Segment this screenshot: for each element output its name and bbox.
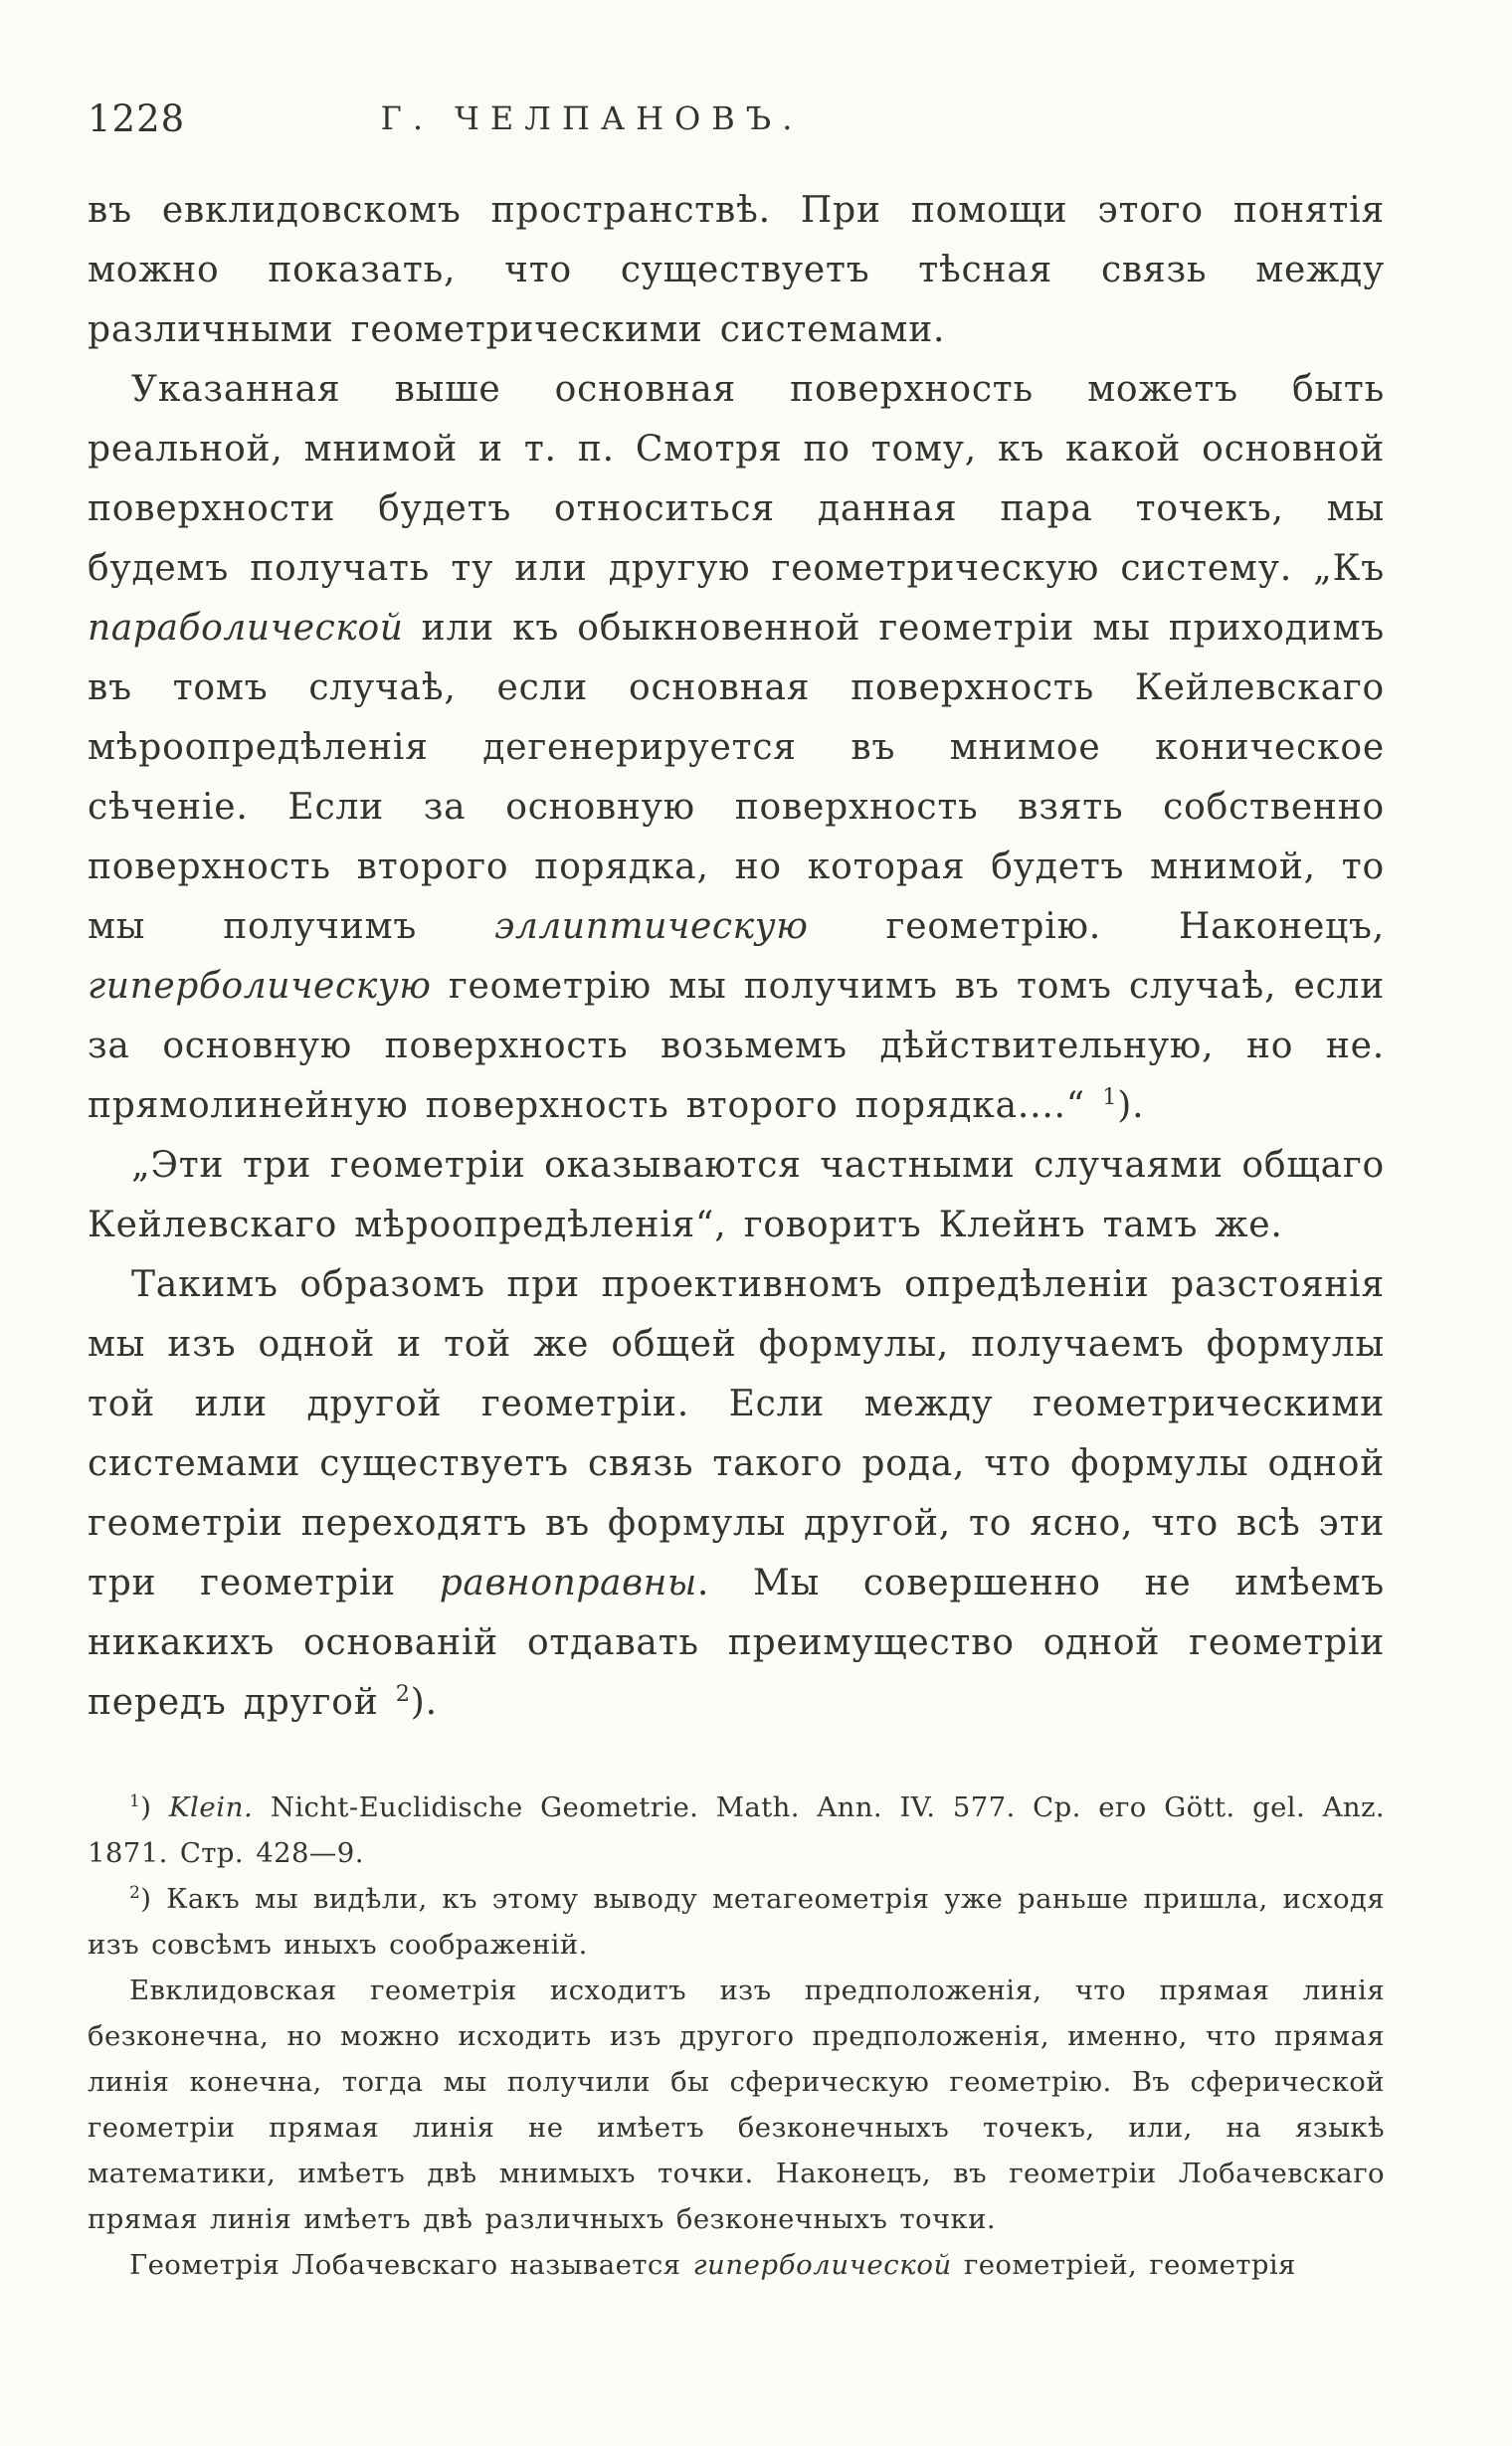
text-run: Геометрія Лобачевскаго называется	[129, 2249, 693, 2281]
footnote-paragraph	[88, 1876, 1385, 1968]
text-run: Евклидовская геометрія исходитъ изъ предположенія, что прямая линія безконечна, но можно исходить изъ другого предположенія, именно, что прямая линія конечна, тогда мы получили бы сферическую геометрію. Въ сферической геометріи прямая линія не имѣетъ безконечныхъ точекъ, или, на языкѣ математики, имѣетъ двѣ мнимыхъ точки. Наконецъ, въ геометріи Лобачевскаго прямая линія имѣетъ двѣ различныхъ безконечныхъ точки.	[88, 1975, 1385, 2235]
footnote-marker: 2	[129, 1882, 141, 1903]
footnote-marker: 1	[1102, 1084, 1118, 1110]
footnote-paragraph	[88, 1968, 1385, 2242]
emphasized-term: гиперболическую	[88, 966, 432, 1007]
emphasized-term: эллиптическую	[494, 906, 809, 947]
text-run: )	[140, 1791, 169, 1823]
footnotes	[88, 1785, 1385, 2288]
footnote-paragraph	[88, 1785, 1385, 1876]
text-run: ).	[410, 1682, 438, 1723]
text-run: ).	[1117, 1085, 1145, 1126]
text-run: Указанная выше основная поверхность можетъ быть реальной, мнимой и т. п. Смотря по тому, къ какой основной поверхности будетъ относиться данная пара точекъ, мы будемъ получать ту или другую геометрическую систему. „Къ	[88, 369, 1385, 589]
page-number: 1228	[88, 97, 186, 140]
footnote-paragraph	[88, 2242, 1385, 2288]
text-run: Такимъ образомъ при проективномъ опредѣленіи разстоянія мы изъ одной и той же общей формулы, получаемъ формулы той или другой геометріи. Если между геометрическими системами существуетъ связь такого рода, что формулы одной геометріи переходятъ въ формулы другой, то ясно, что всѣ эти три геометріи	[88, 1264, 1385, 1603]
emphasized-term: Klein.	[168, 1791, 254, 1823]
body-paragraph	[88, 181, 1385, 360]
running-head: Г. ЧЕЛПАНОВЪ.	[380, 99, 804, 137]
text-run: ) Какъ мы видѣли, къ этому выводу метагеометрія уже раньше пришла, исходя изъ совсѣмъ иныхъ соображеній.	[88, 1883, 1385, 1961]
body-paragraph	[88, 1255, 1385, 1733]
text-run: геометрію. Наконецъ,	[808, 906, 1386, 947]
text-run: въ евклидовскомъ пространствѣ. При помощи этого понятія можно показать, что существуетъ тѣсная связь между различными геометрическими системами.	[88, 190, 1385, 350]
emphasized-term: гиперболической	[692, 2249, 952, 2281]
page-header	[88, 90, 1385, 153]
footnote-marker: 1	[129, 1790, 141, 1811]
text-run: . Мы совершенно не имѣемъ никакихъ основаній отдавать преимущество одной геометріи передъ другой	[88, 1563, 1385, 1723]
body-paragraph	[88, 1136, 1385, 1255]
body-text	[88, 181, 1385, 1733]
text-run: Nicht-Euclidische Geometrie. Math. Ann. IV. 577. Ср. его Gött. gel. Anz. 1871. Стр. 428—9.	[88, 1791, 1385, 1869]
emphasized-term: равноправны	[439, 1563, 697, 1603]
emphasized-term: параболической	[88, 608, 404, 649]
footnote-marker: 2	[395, 1681, 411, 1707]
text-run: геометрію мы получимъ въ томъ случаѣ, если за основную поверхность возьмемъ дѣйствительную, но не. прямолинейную поверхность второго порядка....“	[88, 966, 1385, 1126]
text-run: или къ обыкновенной геометріи мы приходимъ въ томъ случаѣ, если основная поверхность Кейлевскаго мѣроопредѣленія дегенерируется въ мнимое коническое сѣченіе. Если за основную поверхность взять собственно поверхность второго порядка, но которая будетъ мнимой, то мы получимъ	[88, 608, 1385, 947]
text-run: „Эти три геометріи оказываются частными случаями общаго Кейлевскаго мѣроопредѣленія“, говоритъ Клейнъ тамъ же.	[88, 1145, 1385, 1245]
text-run: геометріей, геометрія	[951, 2249, 1296, 2281]
body-paragraph	[88, 360, 1385, 1136]
